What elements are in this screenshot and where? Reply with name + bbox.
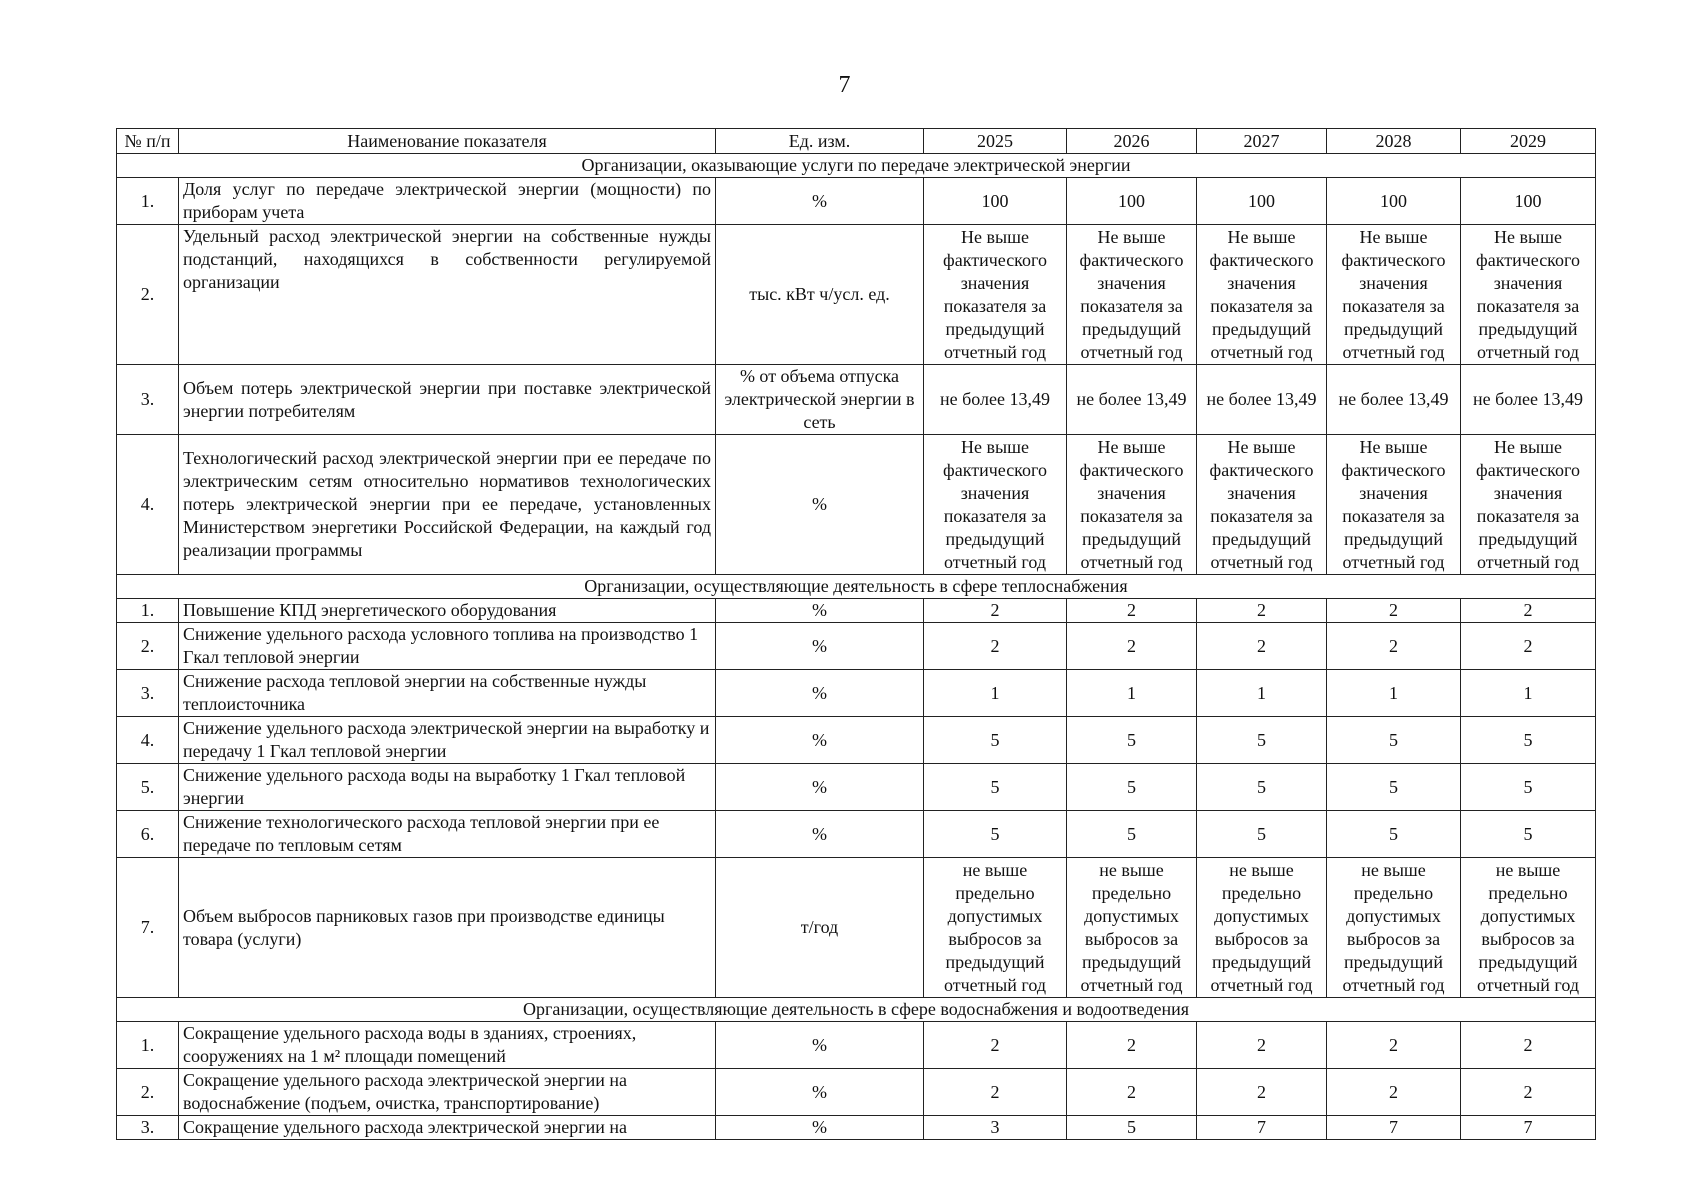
value-cell: 2 [1067, 623, 1197, 670]
table-row [117, 599, 1596, 623]
value-cell: 5 [924, 811, 1067, 858]
value-cell: Не выше фактического значения показателя за предыдущий отчетный год [1067, 435, 1197, 575]
value-cell: не более 13,49 [1327, 365, 1461, 435]
value-cell: 5 [1461, 811, 1596, 858]
unit-cell: % [716, 1069, 924, 1116]
value-cell: 2 [1067, 599, 1197, 623]
value-cell: 2 [924, 623, 1067, 670]
value-cell: 100 [1197, 178, 1327, 225]
value-cell: не более 13,49 [1461, 365, 1596, 435]
unit-cell: % [716, 764, 924, 811]
value-cell: 2 [1197, 623, 1327, 670]
value-cell: 2 [1327, 1069, 1461, 1116]
unit-cell: % [716, 670, 924, 717]
value-cell: 2 [1197, 1069, 1327, 1116]
row-number: 4. [117, 717, 179, 764]
indicator-name: Повышение КПД энергетического оборудования [179, 599, 716, 623]
row-number: 2. [117, 623, 179, 670]
row-number: 3. [117, 365, 179, 435]
value-cell: 7 [1327, 1116, 1461, 1140]
unit-cell: % [716, 1116, 924, 1140]
value-cell: 2 [1197, 1022, 1327, 1069]
unit-cell: % [716, 811, 924, 858]
value-cell: 1 [1327, 670, 1461, 717]
value-cell: 1 [1067, 670, 1197, 717]
value-cell: не выше предельно допустимых выбросов за предыдущий отчетный год [1067, 858, 1197, 998]
row-number: 5. [117, 764, 179, 811]
value-cell: 5 [1197, 764, 1327, 811]
value-cell: 2 [1197, 599, 1327, 623]
value-cell: Не выше фактического значения показателя за предыдущий отчетный год [924, 435, 1067, 575]
unit-cell: % [716, 178, 924, 225]
table-row [117, 623, 1596, 670]
value-cell: 1 [924, 670, 1067, 717]
indicator-name: Объем потерь электрической энергии при поставке электрической энергии потребителям [179, 365, 716, 435]
value-cell: 5 [1461, 764, 1596, 811]
row-number: 2. [117, 1069, 179, 1116]
value-cell: не выше предельно допустимых выбросов за предыдущий отчетный год [1327, 858, 1461, 998]
value-cell: 2 [1327, 1022, 1461, 1069]
value-cell: 5 [1461, 717, 1596, 764]
value-cell: 5 [1327, 717, 1461, 764]
value-cell: 2 [924, 599, 1067, 623]
value-cell: 2 [1067, 1069, 1197, 1116]
value-cell: не выше предельно допустимых выбросов за предыдущий отчетный год [924, 858, 1067, 998]
value-cell: не выше предельно допустимых выбросов за предыдущий отчетный год [1197, 858, 1327, 998]
value-cell: 3 [924, 1116, 1067, 1140]
value-cell: 2 [924, 1022, 1067, 1069]
section-title: Организации, осуществляющие деятельность в сфере водоснабжения и водоотведения [117, 998, 1596, 1022]
indicator-name: Снижение удельного расхода электрической энергии на выработку и передачу 1 Гкал тепловой энергии [179, 717, 716, 764]
value-cell: 2 [1461, 1022, 1596, 1069]
row-number: 1. [117, 599, 179, 623]
value-cell: 100 [1461, 178, 1596, 225]
table-row [117, 178, 1596, 225]
row-number: 4. [117, 435, 179, 575]
indicator-name: Снижение удельного расхода условного топлива на производство 1 Гкал тепловой энергии [179, 623, 716, 670]
header-year: 2025 [924, 129, 1067, 154]
row-number: 7. [117, 858, 179, 998]
row-number: 3. [117, 670, 179, 717]
value-cell: 100 [924, 178, 1067, 225]
value-cell: 7 [1197, 1116, 1327, 1140]
value-cell: 1 [1197, 670, 1327, 717]
table-row [117, 717, 1596, 764]
unit-cell: % [716, 435, 924, 575]
value-cell: 5 [924, 764, 1067, 811]
unit-cell: % от объема отпуска электрической энергии в сеть [716, 365, 924, 435]
table-row [117, 670, 1596, 717]
indicator-name: Технологический расход электрической энергии при ее передаче по электрическим сетям относительно нормативов технологических потерь электрической энергии при ее передаче, установленных Министерством энергетики Российской Федерации, на каждый год реализации программы [179, 435, 716, 575]
table-row [117, 764, 1596, 811]
value-cell: 1 [1461, 670, 1596, 717]
unit-cell: % [716, 717, 924, 764]
value-cell: Не выше фактического значения показателя за предыдущий отчетный год [924, 225, 1067, 365]
table-row [117, 1069, 1596, 1116]
header-year: 2026 [1067, 129, 1197, 154]
unit-cell: % [716, 623, 924, 670]
table-row [117, 1022, 1596, 1069]
table-row [117, 225, 1596, 365]
value-cell: 100 [1327, 178, 1461, 225]
table-row [117, 811, 1596, 858]
value-cell: Не выше фактического значения показателя за предыдущий отчетный год [1197, 435, 1327, 575]
value-cell: 2 [1327, 599, 1461, 623]
indicator-name: Удельный расход электрической энергии на собственные нужды подстанций, находящихся в собственности регулируемой организации [179, 225, 716, 365]
section-title: Организации, осуществляющие деятельность в сфере теплоснабжения [117, 575, 1596, 599]
unit-cell: тыс. кВт ч/усл. ед. [716, 225, 924, 365]
value-cell: не более 13,49 [1197, 365, 1327, 435]
value-cell: 2 [1461, 1069, 1596, 1116]
header-year: 2028 [1327, 129, 1461, 154]
value-cell: не более 13,49 [1067, 365, 1197, 435]
section-row [117, 154, 1596, 178]
value-cell: не выше предельно допустимых выбросов за предыдущий отчетный год [1461, 858, 1596, 998]
indicator-name: Снижение расхода тепловой энергии на собственные нужды теплоисточника [179, 670, 716, 717]
value-cell: 5 [1197, 717, 1327, 764]
value-cell: 5 [1327, 811, 1461, 858]
value-cell: 2 [1327, 623, 1461, 670]
header-year: 2029 [1461, 129, 1596, 154]
value-cell: не более 13,49 [924, 365, 1067, 435]
indicator-name: Объем выбросов парниковых газов при производстве единицы товара (услуги) [179, 858, 716, 998]
value-cell: 7 [1461, 1116, 1596, 1140]
value-cell: Не выше фактического значения показателя за предыдущий отчетный год [1461, 435, 1596, 575]
value-cell: 2 [1461, 623, 1596, 670]
indicator-name: Снижение удельного расхода воды на выработку 1 Гкал тепловой энергии [179, 764, 716, 811]
indicator-name: Снижение технологического расхода тепловой энергии при ее передаче по тепловым сетям [179, 811, 716, 858]
indicators-table [116, 128, 1596, 1140]
unit-cell: % [716, 599, 924, 623]
table-row [117, 365, 1596, 435]
value-cell: Не выше фактического значения показателя за предыдущий отчетный год [1067, 225, 1197, 365]
value-cell: 5 [1067, 717, 1197, 764]
header-unit: Ед. изм. [716, 129, 924, 154]
indicator-name: Доля услуг по передаче электрической энергии (мощности) по приборам учета [179, 178, 716, 225]
indicator-name: Сокращение удельного расхода электрической энергии на водоснабжение (подъем, очистка, транспортирование) [179, 1069, 716, 1116]
row-number: 1. [117, 1022, 179, 1069]
section-row [117, 575, 1596, 599]
value-cell: 2 [924, 1069, 1067, 1116]
row-number: 6. [117, 811, 179, 858]
page-number: 7 [838, 72, 851, 98]
value-cell: 100 [1067, 178, 1197, 225]
value-cell: 5 [1067, 764, 1197, 811]
table-row [117, 858, 1596, 998]
value-cell: Не выше фактического значения показателя за предыдущий отчетный год [1327, 225, 1461, 365]
row-number: 2. [117, 225, 179, 365]
value-cell: 2 [1067, 1022, 1197, 1069]
value-cell: Не выше фактического значения показателя за предыдущий отчетный год [1461, 225, 1596, 365]
row-number: 3. [117, 1116, 179, 1140]
header-year: 2027 [1197, 129, 1327, 154]
header-number: № п/п [117, 129, 179, 154]
indicator-name: Сокращение удельного расхода воды в зданиях, строениях, сооружениях на 1 м² площади помещений [179, 1022, 716, 1069]
header-name: Наименование показателя [179, 129, 716, 154]
unit-cell: % [716, 1022, 924, 1069]
section-row [117, 998, 1596, 1022]
section-title: Организации, оказывающие услуги по передаче электрической энергии [117, 154, 1596, 178]
header-row [117, 129, 1596, 154]
value-cell: 5 [1067, 1116, 1197, 1140]
value-cell: 2 [1461, 599, 1596, 623]
table-row [117, 1116, 1596, 1140]
value-cell: Не выше фактического значения показателя за предыдущий отчетный год [1197, 225, 1327, 365]
value-cell: 5 [1327, 764, 1461, 811]
row-number: 1. [117, 178, 179, 225]
indicator-name: Сокращение удельного расхода электрической энергии на [179, 1116, 716, 1140]
value-cell: Не выше фактического значения показателя за предыдущий отчетный год [1327, 435, 1461, 575]
value-cell: 5 [924, 717, 1067, 764]
value-cell: 5 [1197, 811, 1327, 858]
table-row [117, 435, 1596, 575]
value-cell: 5 [1067, 811, 1197, 858]
unit-cell: т/год [716, 858, 924, 998]
